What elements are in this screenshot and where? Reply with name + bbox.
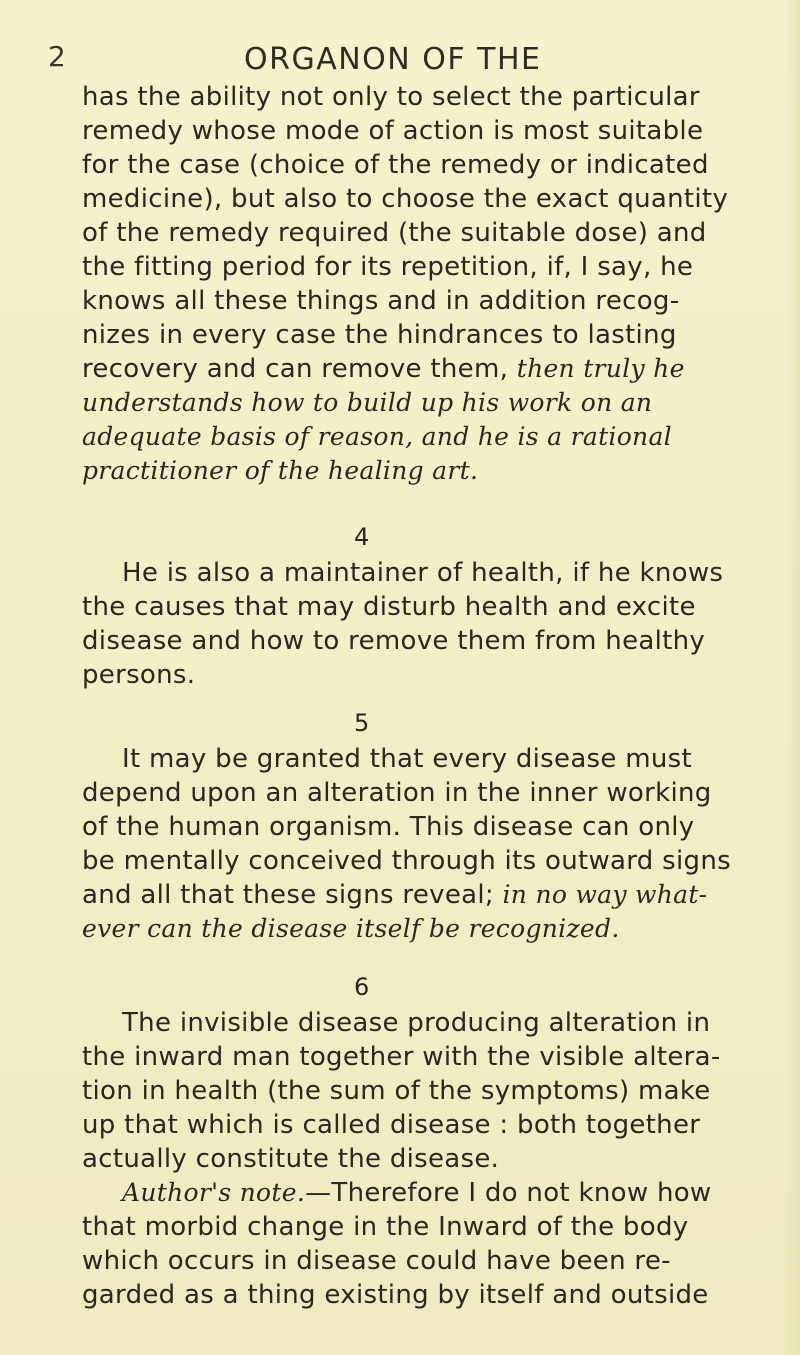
note-label: Author's note. bbox=[122, 1178, 306, 1207]
text-line: for the case (choice of the remedy or indicated bbox=[82, 150, 709, 180]
text-line: which occurs in disease could have been re- bbox=[82, 1246, 671, 1276]
section-number: 4 bbox=[354, 523, 370, 551]
text-line: persons. bbox=[82, 660, 196, 690]
text-line: knows all these things and in addition recog- bbox=[82, 286, 680, 316]
text-line bbox=[82, 878, 762, 912]
page-number: 2 bbox=[48, 40, 66, 73]
text-line: medicine), but also to choose the exact quantity bbox=[82, 184, 729, 214]
text-line: the fitting period for its repetition, if, I say, he bbox=[82, 252, 694, 282]
text-segment: and all that these signs reveal; bbox=[82, 880, 503, 910]
text-line: tion in health (the sum of the symptoms) make bbox=[82, 1076, 711, 1106]
section-number: 6 bbox=[354, 973, 370, 1001]
text-segment: recovery and can remove them, bbox=[82, 354, 517, 384]
text-line: disease and how to remove them from healthy bbox=[82, 626, 706, 656]
italic-line: ever can the disease itself be recognized. bbox=[82, 914, 620, 943]
italic-line: practitioner of the healing art. bbox=[82, 456, 479, 485]
text-line bbox=[82, 352, 762, 386]
text-line: of the human organism. This disease can only bbox=[82, 812, 695, 842]
italic-segment: in no way what- bbox=[502, 880, 708, 909]
text-line: The invisible disease producing alteration in bbox=[122, 1008, 711, 1038]
text-line: He is also a maintainer of health, if he knows bbox=[122, 558, 724, 588]
italic-line: adequate basis of reason, and he is a rational bbox=[82, 422, 672, 451]
text-line: of the remedy required (the suitable dose) and bbox=[82, 218, 707, 248]
text-line: up that which is called disease : both together bbox=[82, 1110, 701, 1140]
text-line bbox=[82, 1176, 762, 1210]
text-line: nizes in every case the hindrances to lasting bbox=[82, 320, 677, 350]
italic-segment: then truly he bbox=[516, 354, 685, 383]
body-text bbox=[82, 80, 762, 1312]
text-line: be mentally conceived through its outward signs bbox=[82, 846, 731, 876]
text-line: garded as a thing existing by itself and outside bbox=[82, 1280, 709, 1310]
text-line: has the ability not only to select the particular bbox=[82, 82, 700, 112]
text-line: remedy whose mode of action is most suitable bbox=[82, 116, 704, 146]
section-number: 5 bbox=[354, 709, 370, 737]
text-line: depend upon an alteration in the inner working bbox=[82, 778, 712, 808]
running-head-title: ORGANON OF THE bbox=[244, 42, 542, 77]
running-head bbox=[0, 30, 800, 77]
text-line: that morbid change in the Inward of the body bbox=[82, 1212, 689, 1242]
text-line: the inward man together with the visible altera- bbox=[82, 1042, 721, 1072]
text-line: the causes that may disturb health and excite bbox=[82, 592, 696, 622]
text-line: actually constitute the disease. bbox=[82, 1144, 500, 1174]
page-edge-shadow bbox=[786, 0, 800, 1355]
italic-line: understands how to build up his work on an bbox=[82, 388, 653, 417]
text-line: It may be granted that every disease must bbox=[122, 744, 693, 774]
text-segment: —Therefore I do not know how bbox=[305, 1178, 712, 1208]
